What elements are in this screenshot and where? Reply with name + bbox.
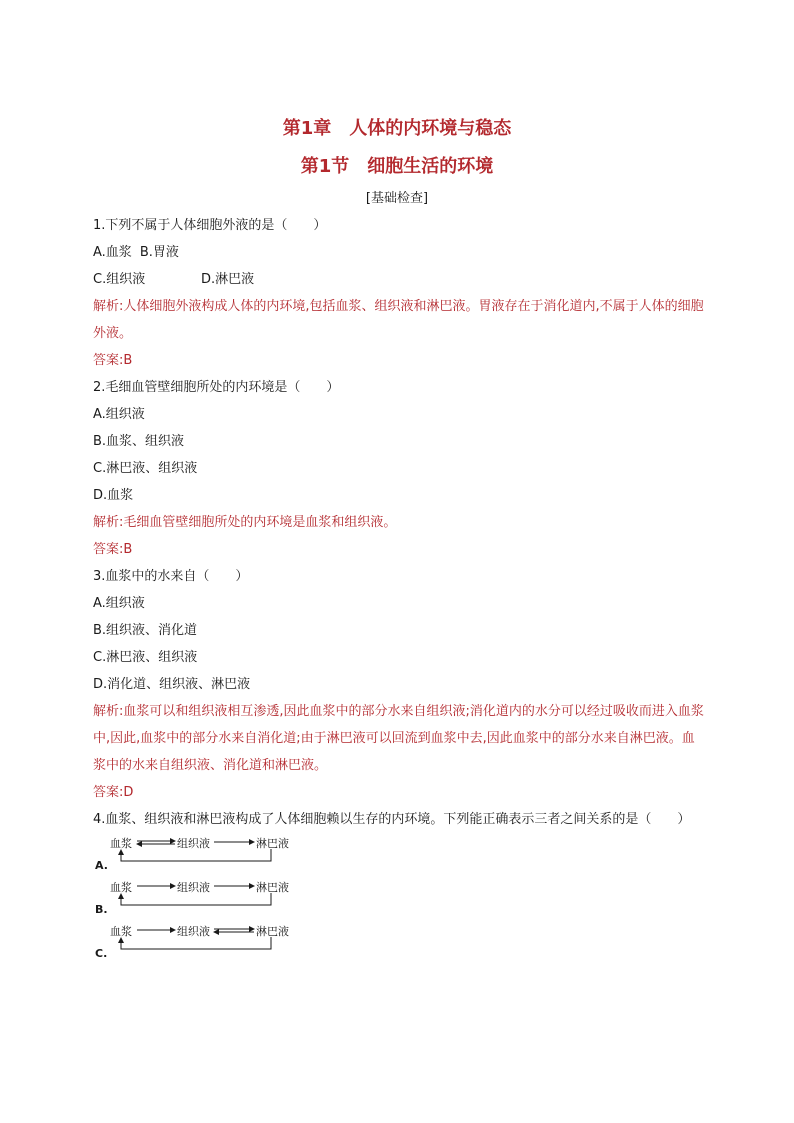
q4-term-lymph: 淋巴液	[256, 837, 289, 850]
q3-option-b: B.组织液、消化道	[93, 623, 198, 638]
q1-option-d: D.淋巴液	[201, 272, 255, 287]
q4-term-tissue: 组织液	[177, 925, 210, 938]
q3-stem: 3.血浆中的水来自（ ）	[93, 569, 249, 584]
q4-term-lymph: 淋巴液	[256, 881, 289, 894]
chapter-title: 第1章 人体的内环境与稳态	[282, 118, 512, 139]
q3-option-a: A.组织液	[93, 596, 145, 611]
q1-option-a: A.血浆	[93, 245, 132, 260]
arrow-lymph-to-plasma	[121, 937, 271, 949]
q3-analysis: 解析:血浆可以和组织液相互渗透,因此血浆中的部分水来自组织液;消化道内的水分可以经过吸收而进入血浆中,因此,血浆中的部分水来自消化道;由于淋巴液可以回流到血浆中去,因此血浆中的部分水来自淋巴液。血浆中的水来自组织液、消化道和淋巴液。	[93, 704, 704, 773]
q1-option-b: B.胃液	[139, 245, 179, 260]
q1-options-cd	[93, 266, 705, 293]
q4-arrow-diagram	[93, 835, 313, 875]
q3-option-d: D.消化道、组织液、淋巴液	[93, 677, 251, 692]
q2-analysis: 解析:毛细血管壁细胞所处的内环境是血浆和组织液。	[93, 515, 397, 530]
q2-option-c: C.淋巴液、组织液	[93, 461, 198, 476]
q4-term-plasma: 血浆	[110, 837, 132, 850]
q4-term-tissue: 组织液	[177, 881, 210, 894]
q1-answer: 答案:B	[93, 353, 133, 368]
q4-arrow-diagram	[93, 923, 313, 963]
q2-stem: 2.毛细血管壁细胞所处的内环境是（ ）	[93, 380, 340, 395]
q2-option-d: D.血浆	[93, 488, 134, 503]
q4-term-plasma: 血浆	[110, 925, 132, 938]
q3-option-c: C.淋巴液、组织液	[93, 650, 198, 665]
q4-arrow-diagram	[93, 879, 313, 919]
q4-term-lymph: 淋巴液	[256, 925, 289, 938]
q4-term-tissue: 组织液	[177, 837, 210, 850]
q4-option-diagram	[93, 923, 705, 967]
q4-option-diagram	[93, 879, 705, 923]
q1-analysis: 解析:人体细胞外液构成人体的内环境,包括血浆、组织液和淋巴液。胃液存在于消化道内,不属于人体的细胞外液。	[93, 299, 704, 341]
q2-option-a: A.组织液	[93, 407, 145, 422]
q2-answer: 答案:B	[93, 542, 133, 557]
q4-option-label: A.	[95, 859, 108, 872]
q4-option-label: B.	[95, 903, 108, 916]
q2-option-b: B.血浆、组织液	[93, 434, 185, 449]
q4-stem: 4.血浆、组织液和淋巴液构成了人体细胞赖以生存的内环境。下列能正确表示三者之间关系的是（ ）	[93, 812, 691, 827]
q1-stem: 1.下列不属于人体细胞外液的是（ ）	[93, 218, 327, 233]
q4-option-diagrams	[93, 835, 705, 967]
q4-option-label: C.	[95, 947, 108, 960]
q4-option-diagram	[93, 835, 705, 879]
arrow-lymph-to-plasma	[121, 849, 271, 861]
q4-term-plasma: 血浆	[110, 881, 132, 894]
q3-answer: 答案:D	[93, 785, 134, 800]
arrow-lymph-to-plasma	[121, 893, 271, 905]
q1-options-ab	[93, 239, 705, 266]
subsection-label: [基础检查]	[365, 191, 429, 206]
section-title: 第1节 细胞生活的环境	[300, 156, 494, 177]
question-list	[93, 212, 705, 967]
q1-option-c: C.组织液	[93, 272, 146, 287]
